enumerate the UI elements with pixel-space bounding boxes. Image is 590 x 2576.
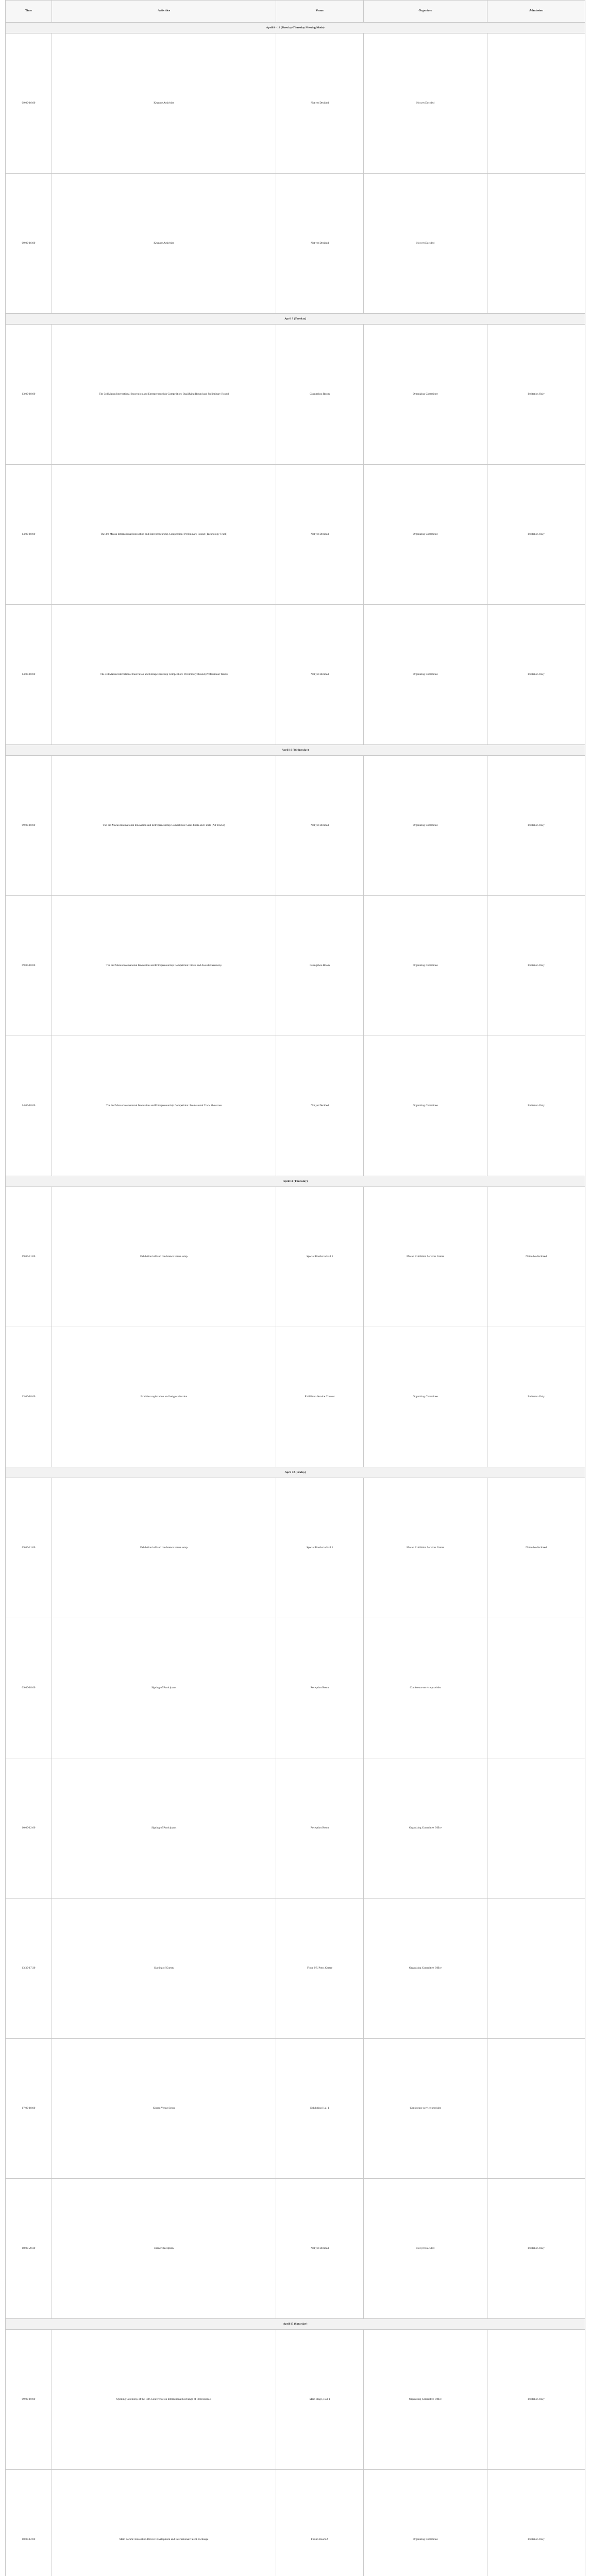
activity-cell: Signing of Participants: [52, 1618, 276, 1758]
venue-cell: Exhibition Hall 1: [276, 2039, 364, 2179]
activity-cell: The 3rd Macau International Innovation and Entrepreneurship Competition: Qualifying Round and Preliminary Round: [52, 325, 276, 465]
time-cell: 09:00-18:00: [6, 756, 52, 896]
venue-cell: Guangzhou Room: [276, 896, 364, 1036]
activity-cell: Dinner Reception: [52, 2179, 276, 2319]
header-admission: Admission: [487, 1, 585, 23]
admission-cell: Invitation Only: [487, 1036, 585, 1176]
admission-cell: Invitation Only: [487, 2470, 585, 2576]
organizer-cell: Organizing Committee: [364, 896, 487, 1036]
admission-cell: [487, 1899, 585, 2039]
day-header-row: [6, 1467, 585, 1478]
activity-cell: Main Forum: Innovation-Driven Development and International Talent Exchange: [52, 2470, 276, 2576]
time-cell: 18:00-20:30: [6, 2179, 52, 2319]
venue-cell: Forum Room A: [276, 2470, 364, 2576]
organizer-cell: Organizing Committee Office: [364, 2330, 487, 2470]
organizer-cell: Organizing Committee: [364, 1036, 487, 1176]
venue-cell: Not yet Decided: [276, 2179, 364, 2319]
organizer-cell: Organizing Committee: [364, 605, 487, 745]
venue-cell: Reception Room: [276, 1758, 364, 1899]
organizer-cell: Organizing Committee Office: [364, 1758, 487, 1899]
activity-cell: Signing of Participants: [52, 1758, 276, 1899]
schedule-body: [6, 1, 585, 2576]
admission-cell: Invitation Only: [487, 465, 585, 605]
venue-cell: Main Stage, Hall 1: [276, 2330, 364, 2470]
schedule-row: [6, 756, 585, 896]
schedule-row: [6, 1618, 585, 1758]
day-header-row: [6, 314, 585, 325]
schedule-row: [6, 2330, 585, 2470]
header-time: Time: [6, 1, 52, 23]
time-cell: 14:00-18:00: [6, 605, 52, 745]
activity-cell: The 3rd Macau International Innovation and Entrepreneurship Competition: Finals and Awards Ceremony: [52, 896, 276, 1036]
activity-cell: The 3rd Macau International Innovation and Entrepreneurship Competition: Professional Track Showcase: [52, 1036, 276, 1176]
admission-cell: Not to be disclosed: [487, 1478, 585, 1618]
schedule-row: [6, 33, 585, 174]
header-activities: Activities: [52, 1, 276, 23]
schedule-row: [6, 325, 585, 465]
activity-cell: The 3rd Macau International Innovation and Entrepreneurship Competition: Semi-finals and Finals (All Tracks): [52, 756, 276, 896]
time-cell: 10:00-12:00: [6, 1758, 52, 1899]
schedule-row: [6, 1478, 585, 1618]
organizer-cell: Not yet Decided: [364, 33, 487, 174]
day-header-row: [6, 1176, 585, 1187]
venue-cell: Not yet Decided: [276, 605, 364, 745]
venue-cell: Floor 2/F, Press Centre: [276, 1899, 364, 2039]
admission-cell: Invitation Only: [487, 1327, 585, 1467]
schedule-row: [6, 2039, 585, 2179]
admission-cell: Not to be disclosed: [487, 1187, 585, 1327]
header-organizer: Organizer: [364, 1, 487, 23]
time-cell: 13:30-17:30: [6, 1899, 52, 2039]
venue-cell: Reception Room: [276, 1618, 364, 1758]
admission-cell: [487, 1618, 585, 1758]
day-label: April 11 (Thursday): [6, 1176, 585, 1187]
header-venue: Venue: [276, 1, 364, 23]
organizer-cell: Organizing Committee: [364, 2470, 487, 2576]
organizer-cell: Conference service provider: [364, 2039, 487, 2179]
day-label: April 10 (Wednesday): [6, 745, 585, 756]
schedule-row: [6, 174, 585, 314]
organizer-cell: Organizing Committee: [364, 325, 487, 465]
day-label: April 13 (Saturday): [6, 2319, 585, 2330]
time-cell: 17:00-18:00: [6, 2039, 52, 2179]
time-cell: 09:00-16:00: [6, 33, 52, 174]
venue-cell: Not yet Decided: [276, 33, 364, 174]
activity-cell: Opening Ceremony of the 13th Conference on International Exchange of Professionals: [52, 2330, 276, 2470]
venue-cell: Guangzhou Room: [276, 325, 364, 465]
schedule-row: [6, 1187, 585, 1327]
day-header-row: [6, 2319, 585, 2330]
admission-cell: Invitation Only: [487, 325, 585, 465]
organizer-cell: Macao Exhibition Services Centre: [364, 1187, 487, 1327]
activity-cell: Signing of Guests: [52, 1899, 276, 2039]
admission-cell: [487, 174, 585, 314]
organizer-cell: Organizing Committee Office: [364, 1899, 487, 2039]
venue-cell: Not yet Decided: [276, 756, 364, 896]
activity-cell: Keynote Activities: [52, 33, 276, 174]
organizer-cell: Organizing Committee: [364, 465, 487, 605]
admission-cell: Invitation Only: [487, 756, 585, 896]
schedule-row: [6, 605, 585, 745]
time-cell: 09:00-16:00: [6, 174, 52, 314]
time-cell: 14:00-18:00: [6, 465, 52, 605]
day-label: April 8 - 10 (Tuesday-Thursday Meeting Mode): [6, 23, 585, 33]
organizer-cell: Conference service provider: [364, 1618, 487, 1758]
admission-cell: [487, 33, 585, 174]
time-cell: 13:00-18:00: [6, 325, 52, 465]
organizer-cell: Macao Exhibition Services Centre: [364, 1478, 487, 1618]
organizer-cell: Organizing Committee: [364, 756, 487, 896]
activity-cell: Closed Venue Setup: [52, 2039, 276, 2179]
organizer-cell: Not yet Decided: [364, 174, 487, 314]
time-cell: 09:00-11:00: [6, 1187, 52, 1327]
venue-cell: Not yet Decided: [276, 1036, 364, 1176]
time-cell: 10:00-12:00: [6, 2470, 52, 2576]
activity-cell: Exhibitor registration and badge collection: [52, 1327, 276, 1467]
schedule-row: [6, 1899, 585, 2039]
schedule-row: [6, 1327, 585, 1467]
time-cell: 14:00-18:00: [6, 1036, 52, 1176]
time-cell: 09:00-11:00: [6, 1478, 52, 1618]
venue-cell: Exhibition Service Counter: [276, 1327, 364, 1467]
day-label: April 12 (Friday): [6, 1467, 585, 1478]
time-cell: 09:00-10:00: [6, 2330, 52, 2470]
venue-cell: Not yet Decided: [276, 174, 364, 314]
schedule-table: [5, 0, 585, 2576]
admission-cell: Invitation Only: [487, 605, 585, 745]
admission-cell: Invitation Only: [487, 2330, 585, 2470]
schedule-row: [6, 465, 585, 605]
day-header-row: [6, 23, 585, 33]
venue-cell: Special Booths in Hall 1: [276, 1187, 364, 1327]
organizer-cell: Not yet Decided: [364, 2179, 487, 2319]
schedule-row: [6, 1758, 585, 1899]
admission-cell: Invitation Only: [487, 2179, 585, 2319]
day-label: April 9 (Tuesday): [6, 314, 585, 325]
activity-cell: Exhibition hall and conference venue setup: [52, 1478, 276, 1618]
schedule-row: [6, 1036, 585, 1176]
schedule-row: [6, 2179, 585, 2319]
venue-cell: Special Booths in Hall 1: [276, 1478, 364, 1618]
venue-cell: Not yet Decided: [276, 465, 364, 605]
schedule-row: [6, 2470, 585, 2576]
admission-cell: Invitation Only: [487, 896, 585, 1036]
day-header-row: [6, 745, 585, 756]
admission-cell: [487, 1758, 585, 1899]
activity-cell: Keynote Activities: [52, 174, 276, 314]
activity-cell: The 3rd Macau International Innovation and Entrepreneurship Competition: Preliminary Round (Technology Track): [52, 465, 276, 605]
time-cell: 13:00-18:00: [6, 1327, 52, 1467]
organizer-cell: Organizing Committee: [364, 1327, 487, 1467]
header-row: [6, 1, 585, 23]
admission-cell: [487, 2039, 585, 2179]
time-cell: 09:00-18:00: [6, 896, 52, 1036]
activity-cell: The 3rd Macau International Innovation and Entrepreneurship Competition: Preliminary Round (Professional Track): [52, 605, 276, 745]
activity-cell: Exhibition hall and conference venue setup: [52, 1187, 276, 1327]
time-cell: 09:00-18:00: [6, 1618, 52, 1758]
schedule-row: [6, 896, 585, 1036]
